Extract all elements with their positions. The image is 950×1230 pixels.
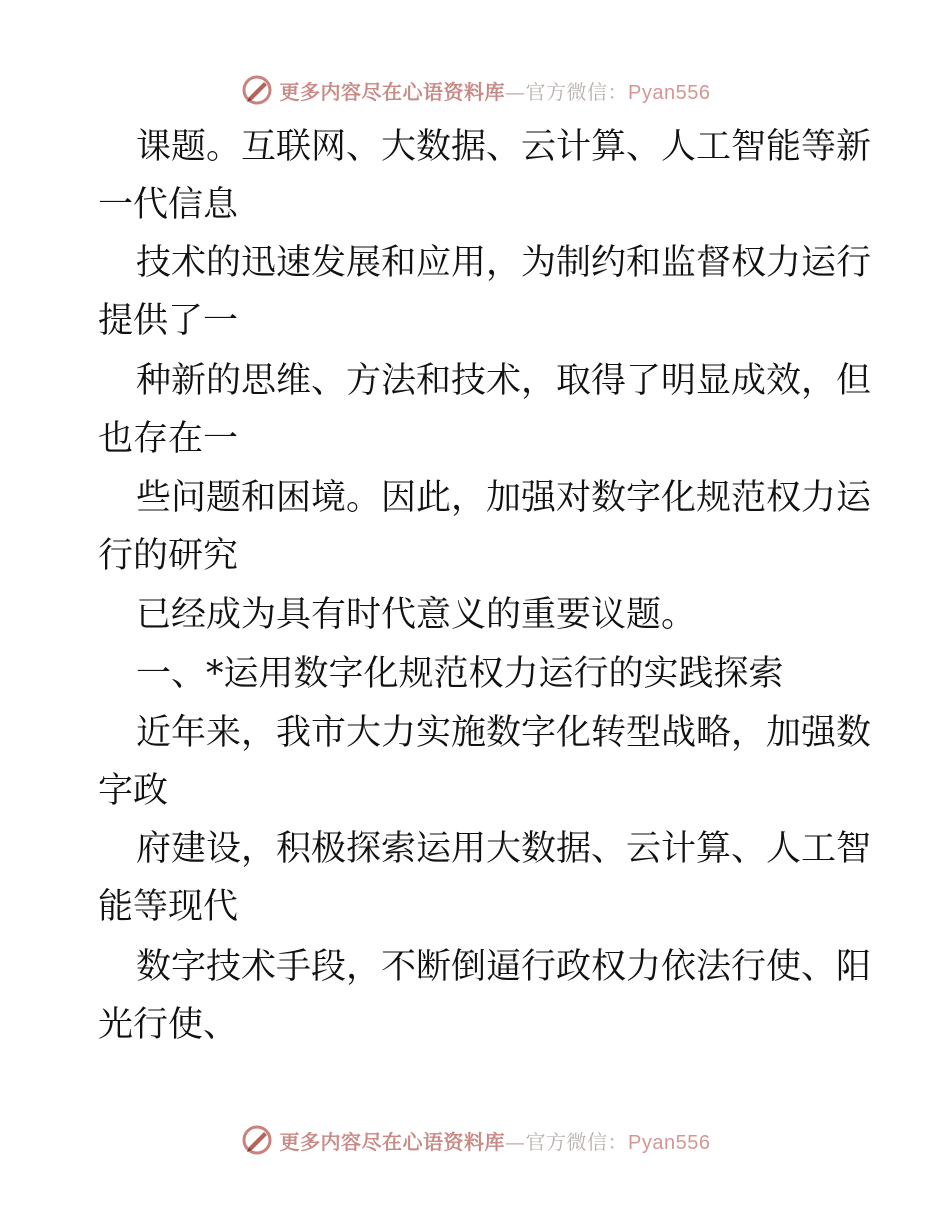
watermark-dash: —	[505, 79, 526, 104]
text-line: 课题。互联网、大数据、云计算、人工智能等新	[136, 127, 872, 167]
watermark-text	[280, 1126, 711, 1155]
text-line: 已经成为具有时代意义的重要议题。	[136, 595, 697, 635]
text-line: 种新的思维、方法和技术，取得了明显成效，但	[136, 361, 872, 401]
text-line: 数字技术手段，不断倒逼行政权力依法行使、阳	[136, 947, 872, 987]
text-line: 府建设，积极探索运用大数据、云计算、人工智	[136, 829, 872, 869]
text-line: 能等现代	[98, 887, 239, 927]
watermark-main: 更多内容尽在心语资料库	[279, 79, 506, 104]
watermark-dash: —	[505, 1129, 526, 1154]
text-line: 提供了一	[98, 301, 239, 341]
footer-watermark	[0, 1120, 950, 1160]
header-watermark	[0, 70, 950, 110]
text-line: 近年来，我市大力实施数字化转型战略，加强数	[136, 713, 872, 753]
text-line: 行的研究	[98, 536, 239, 576]
pen-logo-icon	[240, 1123, 274, 1157]
text-line: 些问题和困境。因此，加强对数字化规范权力运	[136, 478, 872, 518]
watermark-id: Pyan556	[628, 1131, 711, 1154]
watermark-main: 更多内容尽在心语资料库	[279, 1129, 506, 1154]
text-line: 技术的迅速发展和应用，为制约和监督权力运行	[136, 243, 872, 283]
watermark-text	[280, 76, 711, 105]
pen-logo-icon	[240, 73, 274, 107]
text-line: 也存在一	[98, 419, 239, 459]
watermark-label: 官方微信：	[525, 1129, 629, 1154]
text-line: 字政	[98, 771, 169, 811]
watermark-id: Pyan556	[628, 81, 711, 104]
watermark-label: 官方微信：	[525, 79, 629, 104]
section-heading: 一、*运用数字化规范权力运行的实践探索	[136, 654, 784, 694]
text-line: 一代信息	[98, 185, 239, 225]
text-line: 光行使、	[98, 1005, 239, 1045]
